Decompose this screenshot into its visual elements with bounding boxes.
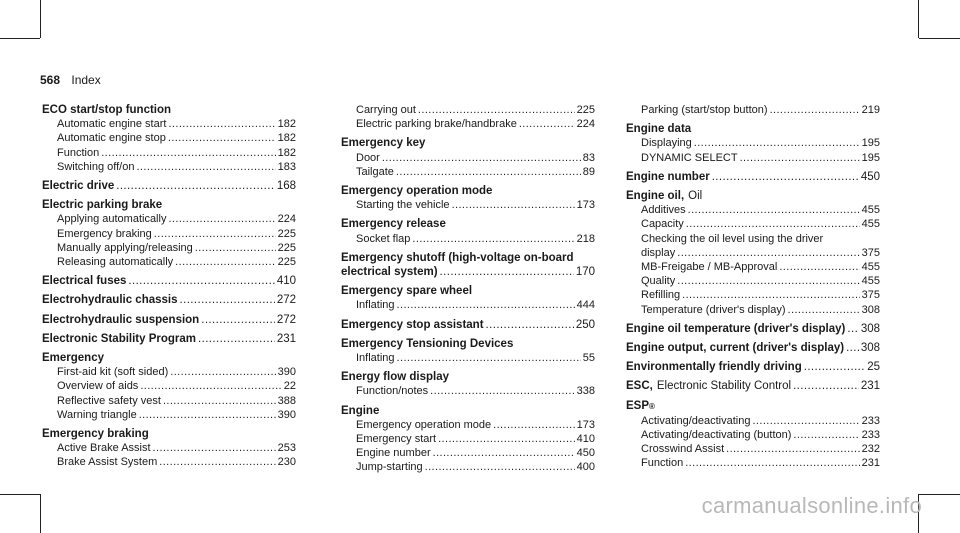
crop-mark (919, 38, 960, 39)
index-heading (626, 189, 880, 203)
page-ref: 231 (861, 457, 880, 470)
index-subentry (42, 379, 296, 393)
subentry-text: Carrying out (356, 104, 416, 116)
index-subentry (42, 131, 296, 145)
index-entry (341, 251, 595, 279)
dot-leader (686, 217, 860, 231)
dot-leader (136, 160, 275, 174)
index-subentry (626, 260, 880, 274)
index-subentry (42, 394, 296, 408)
index-heading (42, 427, 296, 441)
subentry-text: Function/notes (356, 385, 429, 398)
page-ref: 224 (277, 213, 296, 226)
heading-text: Engine number (626, 170, 710, 183)
subentry-text: Displaying (641, 137, 692, 150)
index-heading (626, 399, 880, 414)
heading-text: Emergency Tensioning Devices (341, 337, 514, 350)
index-subentry (341, 117, 595, 131)
subentry-text: Automatic engine start (57, 118, 167, 131)
subentry-text: Emergency braking (57, 227, 152, 240)
page-ref: 183 (277, 160, 296, 173)
page-ref: 195 (861, 137, 880, 150)
page-ref: 444 (576, 299, 595, 312)
index-subentry (42, 408, 296, 422)
dot-leader (712, 170, 859, 184)
index-entry (42, 198, 296, 269)
crop-mark (919, 494, 960, 495)
index-subentry (626, 414, 880, 428)
index-heading (341, 217, 595, 231)
section-title: Index (71, 73, 101, 87)
dot-leader (793, 379, 859, 393)
page-ref: 170 (575, 266, 595, 279)
page-ref: 182 (277, 146, 296, 159)
dot-leader (433, 446, 575, 460)
index-subentry (42, 255, 296, 269)
subentry-text: Inflating (356, 299, 395, 312)
index-entry (626, 122, 880, 165)
heading-text: Engine output, current (driver's display) (626, 342, 845, 355)
page-ref: 182 (277, 132, 296, 145)
index-heading (341, 337, 595, 351)
index-entry (341, 217, 595, 245)
index-entry (341, 136, 595, 179)
dot-leader (740, 151, 860, 165)
dot-leader (101, 146, 275, 160)
subentry-text: Capacity (641, 218, 684, 231)
index-heading (341, 184, 595, 198)
page-ref: 22 (283, 380, 296, 393)
index-entry (341, 103, 595, 131)
page-ref: 250 (575, 318, 595, 331)
page-ref: 182 (277, 118, 296, 131)
heading-text: Emergency stop assistant (341, 318, 484, 331)
page-ref: 338 (576, 385, 595, 398)
subentry-text: Emergency start (356, 433, 437, 446)
page-ref: 25 (867, 361, 880, 374)
dot-leader (201, 313, 275, 327)
page-ref: 173 (576, 418, 595, 431)
subentry-text: DYNAMIC SELECT (641, 151, 738, 164)
index-entry (42, 427, 296, 470)
dot-leader (396, 165, 581, 179)
dot-leader (139, 408, 276, 422)
dot-leader (154, 227, 276, 241)
index-entry (42, 103, 296, 174)
dot-leader (677, 274, 859, 288)
dot-leader (438, 432, 575, 446)
page-ref: 233 (861, 429, 880, 442)
dot-leader (688, 203, 860, 217)
page-ref: 253 (277, 442, 296, 455)
heading-text: Emergency (42, 352, 105, 365)
page-ref: 272 (276, 313, 296, 326)
subentry-text: Switching off/on (57, 160, 135, 173)
heading-text: Emergency braking (42, 428, 149, 441)
heading-text: Electrohydraulic chassis (42, 294, 178, 307)
page-ref: 375 (861, 289, 880, 302)
index-heading (626, 170, 880, 184)
page-ref: 89 (582, 165, 595, 178)
index-heading (42, 274, 296, 288)
page-ref: 390 (277, 366, 296, 379)
index-subentry (42, 117, 296, 131)
subentry-text: Temperature (driver's display) (641, 303, 786, 316)
index-column-2 (341, 103, 595, 480)
page-ref: 231 (860, 380, 880, 393)
index-heading (42, 103, 296, 117)
dot-leader (168, 212, 275, 226)
index-subentry (42, 455, 296, 469)
subentry-text: Engine number (356, 447, 431, 460)
index-heading (42, 293, 296, 307)
index-entry (626, 360, 880, 374)
index-subentry (42, 160, 296, 174)
page-ref: 375 (861, 246, 880, 259)
dot-leader (195, 241, 276, 255)
index-subentry (626, 136, 880, 150)
dot-leader (382, 151, 581, 165)
index-heading (341, 251, 595, 265)
index-entry (341, 404, 595, 475)
index-entry (626, 341, 880, 355)
index-subentry (626, 217, 880, 231)
page-ref: 388 (277, 394, 296, 407)
subentry-text: Quality (641, 275, 676, 288)
page-ref: 225 (277, 256, 296, 269)
subentry-text: Reflective safety vest (57, 394, 161, 407)
dot-leader (412, 232, 574, 246)
subentry-text: Applying automatically (57, 213, 167, 226)
dot-leader (452, 198, 575, 212)
page-ref: 272 (276, 294, 296, 307)
index-heading (341, 136, 595, 150)
dot-leader (788, 303, 860, 317)
dot-leader (519, 117, 575, 131)
index-heading (42, 332, 296, 346)
dot-leader (153, 441, 276, 455)
index-entry (626, 170, 880, 184)
dot-leader (779, 260, 859, 274)
dot-leader (440, 265, 574, 279)
index-subentry (341, 432, 595, 446)
index-subentry (42, 365, 296, 379)
heading-text: Energy flow display (341, 371, 449, 384)
index-entry (626, 379, 880, 393)
index-subentry (626, 456, 880, 470)
dot-leader (198, 332, 275, 346)
page-ref: 390 (277, 408, 296, 421)
registered-mark: ® (649, 401, 655, 411)
index-entry (42, 274, 296, 288)
subentry-text: Emergency operation mode (356, 418, 492, 431)
page-ref: 230 (277, 456, 296, 469)
index-heading (42, 313, 296, 327)
index-subentry (341, 151, 595, 165)
index-subentry (42, 241, 296, 255)
page-ref: 224 (576, 118, 595, 131)
index-entry (341, 184, 595, 212)
index-subentry (626, 103, 880, 117)
page-ref: 308 (860, 322, 880, 335)
heading-text: Emergency key (341, 137, 426, 150)
index-subentry (341, 460, 595, 474)
subentry-text: Jump-starting (356, 461, 423, 474)
heading-text: Electric parking brake (42, 199, 163, 212)
heading-text: Electric drive (42, 180, 115, 193)
subentry-text: Parking (start/stop button) (641, 104, 768, 116)
page-ref: 231 (276, 332, 296, 345)
index-entry (341, 370, 595, 398)
index-heading (341, 370, 595, 384)
heading-text: Engine oil, (626, 190, 685, 203)
page-ref: 225 (576, 104, 595, 116)
page-ref: 233 (861, 414, 880, 427)
index-entry (626, 189, 880, 317)
page-ref: 450 (860, 170, 880, 183)
page-ref: 225 (277, 227, 296, 240)
heading-text: Electronic Stability Program (42, 332, 197, 345)
page-ref: 455 (861, 261, 880, 274)
heading-text: ESC, (626, 380, 653, 393)
page-ref: 225 (277, 241, 296, 254)
page-number: 568 (40, 73, 61, 87)
subentry-text: Releasing automatically (57, 256, 174, 269)
index-entry (626, 103, 880, 117)
subentry-text: Electric parking brake/handbrake (356, 118, 517, 131)
index-entry (42, 179, 296, 193)
index-heading-continued (341, 265, 595, 279)
subentry-text: Tailgate (356, 165, 394, 178)
index-entry (341, 284, 595, 312)
dot-leader (685, 456, 859, 470)
dot-leader (493, 418, 575, 432)
subentry-text: First-aid kit (soft sided) (57, 366, 169, 379)
dot-leader (793, 428, 859, 442)
index-subentry (626, 303, 880, 317)
heading-text: electrical system) (341, 266, 438, 279)
crop-mark (0, 38, 40, 39)
index-subentry (341, 232, 595, 246)
dot-leader (752, 414, 859, 428)
subentry-text: Activating/deactivating (button) (641, 429, 792, 442)
index-column-3 (626, 103, 880, 476)
page-ref: 195 (861, 151, 880, 164)
index-subentry (42, 146, 296, 160)
index-entry (42, 332, 296, 346)
page-ref: 219 (861, 104, 880, 116)
dot-leader (180, 293, 275, 307)
subentry-text: Refilling (641, 289, 681, 302)
subentry-text: Function (641, 457, 684, 470)
cross-reference: Oil (688, 190, 703, 203)
subentry-text: Function (57, 146, 100, 159)
subentry-text: Additives (641, 204, 686, 217)
index-heading (626, 122, 880, 136)
page-ref: 410 (576, 433, 595, 446)
heading-text: Engine (341, 404, 380, 417)
subentry-text: Automatic engine stop (57, 132, 166, 145)
index-heading (341, 404, 595, 418)
index-subentry (626, 442, 880, 456)
page-ref: 83 (582, 151, 595, 164)
page-ref: 55 (582, 352, 595, 365)
index-subentry (626, 151, 880, 165)
dot-leader (116, 179, 275, 193)
dot-leader (418, 103, 575, 117)
heading-text: Engine data (626, 123, 692, 136)
index-entry (42, 293, 296, 307)
page-ref: 308 (861, 303, 880, 316)
heading-text: ECO start/stop function (42, 104, 172, 116)
subentry-text: Inflating (356, 352, 395, 365)
page-header (40, 73, 101, 87)
dot-leader (170, 365, 275, 379)
dot-leader (694, 136, 860, 150)
index-subentry (42, 227, 296, 241)
dot-leader (847, 322, 858, 336)
heading-text: Electrohydraulic suspension (42, 313, 200, 326)
index-subentry (626, 288, 880, 302)
cross-reference: Electronic Stability Control (656, 380, 792, 393)
dot-leader (770, 103, 860, 117)
index-subentry (341, 198, 595, 212)
index-subentry (341, 446, 595, 460)
index-subentry (341, 351, 595, 365)
index-subentry (341, 165, 595, 179)
index-subentry (626, 232, 880, 246)
dot-leader (159, 455, 275, 469)
heading-text: Emergency shutoff (high-voltage on-board (341, 251, 574, 264)
index-heading (626, 341, 880, 355)
subentry-text: Door (356, 151, 380, 164)
index-entry (341, 337, 595, 365)
dot-leader (804, 360, 865, 374)
index-entry (626, 399, 880, 471)
subentry-text: MB-Freigabe / MB-Approval (641, 261, 778, 274)
dot-leader (397, 298, 575, 312)
index-entry (42, 313, 296, 327)
subentry-text: Brake Assist System (57, 456, 158, 469)
page-ref: 455 (861, 275, 880, 288)
page-ref: 168 (276, 180, 296, 193)
index-subentry (341, 418, 595, 432)
heading-text: Engine oil temperature (driver's display) (626, 322, 846, 335)
page-ref: 308 (860, 342, 880, 355)
page-ref: 400 (576, 461, 595, 474)
dot-leader (726, 442, 860, 456)
heading-text: Emergency spare wheel (341, 285, 473, 298)
dot-leader (163, 394, 276, 408)
dot-leader (175, 255, 275, 269)
index-heading (341, 318, 595, 332)
crop-mark (40, 0, 41, 38)
subentry-text: Active Brake Assist (57, 442, 151, 455)
subentry-text: Socket flap (356, 232, 411, 245)
page-ref: 455 (861, 218, 880, 231)
subentry-text: Activating/deactivating (641, 414, 751, 427)
heading-text: Electrical fuses (42, 275, 127, 288)
subentry-text: Starting the vehicle (356, 199, 450, 212)
dot-leader (128, 274, 274, 288)
index-heading (626, 379, 880, 393)
subentry-text: Warning triangle (57, 408, 137, 421)
dot-leader (486, 318, 574, 332)
page-ref: 218 (576, 232, 595, 245)
page-ref: 455 (861, 204, 880, 217)
heading-text: ESP (626, 399, 650, 412)
subentry-text: Overview of aids (57, 380, 139, 393)
heading-text: Emergency operation mode (341, 185, 493, 198)
index-heading (626, 360, 880, 374)
index-column-1 (42, 103, 296, 475)
index-subentry (341, 384, 595, 398)
page-ref: 410 (276, 275, 296, 288)
index-heading (42, 198, 296, 212)
index-subentry (626, 428, 880, 442)
index-entry (626, 322, 880, 336)
index-subentry (626, 274, 880, 288)
dot-leader (425, 460, 575, 474)
index-heading (626, 322, 880, 336)
index-entry (42, 351, 296, 422)
heading-text: Emergency release (341, 218, 446, 231)
page-ref: 450 (576, 447, 595, 460)
dot-leader (682, 288, 860, 302)
index-subentry-continued (626, 246, 880, 260)
subentry-text: Crosswind Assist (641, 443, 725, 456)
dot-leader (140, 379, 281, 393)
watermark: carmanualsonline.info (701, 493, 922, 518)
index-subentry (341, 103, 595, 117)
dot-leader (397, 351, 581, 365)
crop-mark (0, 494, 40, 495)
crop-mark (918, 0, 919, 38)
index-subentry (42, 212, 296, 226)
index-heading (42, 351, 296, 365)
subentry-text: Manually applying/releasing (57, 241, 193, 254)
subentry-text: display (641, 246, 676, 259)
subentry-text: Checking the oil level using the driver (641, 232, 824, 245)
page-ref: 173 (576, 199, 595, 212)
dot-leader (168, 131, 276, 145)
dot-leader (168, 117, 275, 131)
index-subentry (626, 203, 880, 217)
dot-leader (846, 341, 859, 355)
heading-text: Environmentally friendly driving (626, 361, 802, 374)
index-entry (341, 318, 595, 332)
dot-leader (677, 246, 859, 260)
page-ref: 232 (861, 443, 880, 456)
index-subentry (341, 298, 595, 312)
index-subentry (42, 441, 296, 455)
crop-mark (40, 494, 41, 533)
index-heading (341, 284, 595, 298)
dot-leader (430, 384, 574, 398)
index-heading (42, 179, 296, 193)
